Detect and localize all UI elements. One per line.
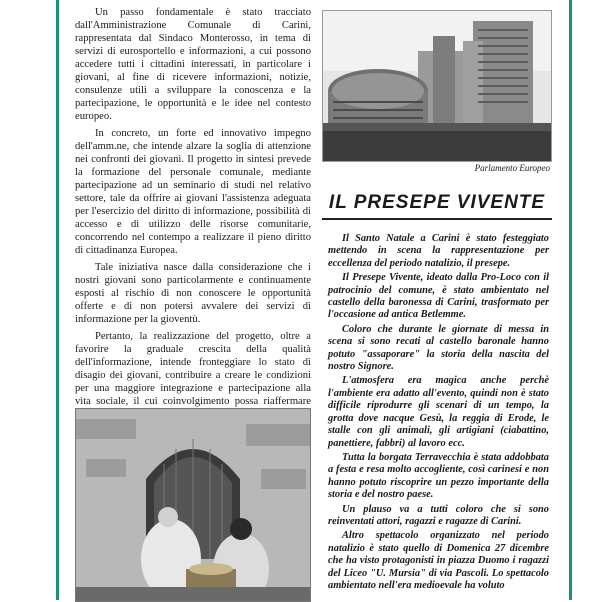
article-paragraph: Tutta la borgata Terravecchia è stata addobbata a festa e resa molto accogliente, così carinesi e non hanno potuto riscoprire un pezzo importante della storia e del nostro paese. — [328, 451, 549, 501]
article-paragraph: Un plauso va a tutti coloro che si sono reinventati attori, ragazzi e ragazze di Carini. — [328, 503, 549, 527]
presepe-title: IL PRESEPE VIVENTE — [322, 192, 552, 220]
nativity-scene-photo — [75, 408, 311, 602]
article-paragraph: Un passo fondamentale è stato tracciato dall'Amministrazione Comunale di Carini, rappresentata dal Sindaco Monterosso, in tema di servizi di eurosportello e informazioni, a cui possono accedere tutti i cittadini interessati, in particolare i giovani, al fine di ricevere informazioni, notizie, consulenze utili a sviluppare la conoscenza e la partecipazione, le opportunità e le idee nel contesto europeo. — [75, 7, 311, 122]
article-paragraph: In concreto, un forte ed innovativo impegno dell'amm.ne, che intende alzare la soglia di attenzione nei confronti dei giovani. Il progetto in sintesi prevede la formazione del personale comunale, mediante partecipazione ad un seminario di studi nel relativo settore, tale da offrire ai giovani l'assistenza adeguata per l'esercizio del diritto di informazione, possibilità di accesso e di utilizzo delle risorse comunitarie, concorrendo nel contempo a realizzare il pieno diritto di cittadinanza Europea. — [75, 128, 311, 256]
nativity-photo-illustration — [76, 409, 310, 601]
page-border-left — [56, 0, 59, 600]
presepe-article — [328, 233, 549, 594]
article-paragraph: Altro spettacolo organizzato nel periodo natalizio è stato quello di Domenica 27 dicembre che ha visto protagonisti in piazza Duomo i ragazzi del Liceo "U. Mursia" di via Pascoli. Lo spettacolo ambientato nell'era medioevale ha voluto — [328, 530, 549, 591]
article-paragraph: Pertanto, la realizzazione del progetto, oltre a favorire la graduale crescita della qualità dell'informazione, intende fronteggiare lo stato di disagio dei giovani, contribuire a creare le condizioni per una maggiore integrazione e partecipazione alla vita sociale, il cui coinvolgimento possa riaffermare — [75, 331, 311, 407]
photo-caption: Parlamento Europeo — [474, 163, 550, 173]
article-paragraph: Tale iniziativa nasce dalla considerazione che i nostri giovani sono particolarmente e continuamente esposti al rischio di non conoscere le opportunità offerte e di non potersi avvalere dei servizi di informazione per la gioventù. — [75, 262, 311, 325]
article-paragraph: L'atmosfera era magica anche perchè l'ambiente era adatto all'evento, quindi non è stato difficile riprodurre gli scenari di un tempo, la grotta dove nacque Gesù, la reggia di Erode, le stalle con gli animali, gli artigiani (ciabattino, panettiere, fabbri) al lavoro ecc. — [328, 375, 549, 449]
building-photo-illustration — [323, 11, 551, 161]
article-paragraph: Il Presepe Vivente, ideato dalla Pro-Loco con il patrocinio del comune, è stato ambientato nel castello della baronessa di Carini, trasformato per l'occasione ad antica Betlemme. — [328, 272, 549, 321]
article-paragraph: Il Santo Natale a Carini è stato festeggiato mettendo in scena la rappresentazione per eccellenza del periodo natalizio, il presepe. — [328, 233, 549, 269]
page-border-right — [569, 0, 572, 600]
parlamento-europeo-photo — [322, 10, 552, 162]
article-paragraph: Coloro che durante le giornate di messa in scena si sono recati al castello baronale hanno potuto "assaporare" la storia della nascita del nostro Signore. — [328, 323, 549, 373]
eurosportello-article — [75, 6, 311, 438]
